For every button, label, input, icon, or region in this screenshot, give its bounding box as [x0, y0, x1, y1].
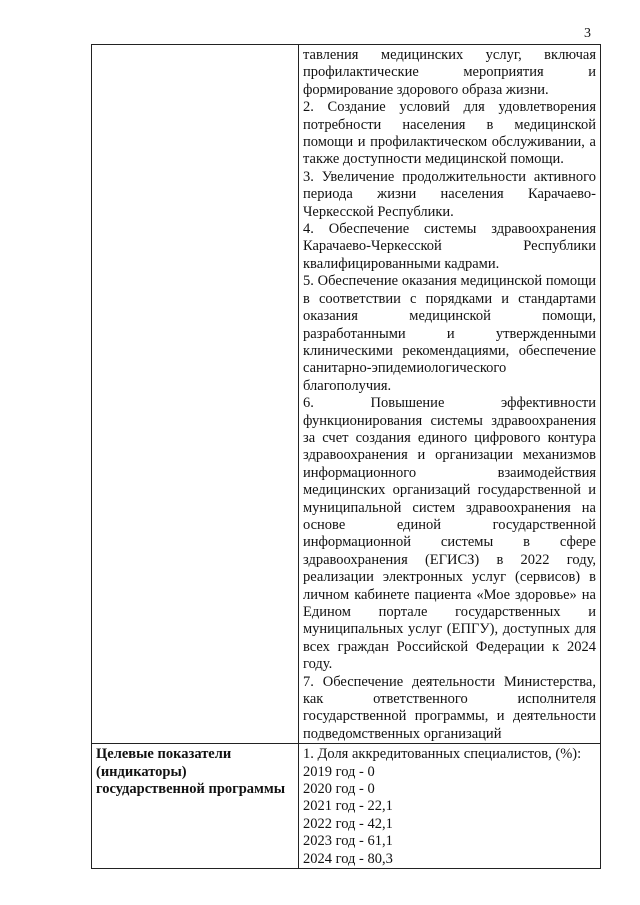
table-row	[92, 744, 601, 869]
indicator-line: 2022 год - 42,1	[303, 815, 393, 832]
task-paragraph: 4. Обеспечение системы здравоохранения Карачаево-Черкесской Республики квалифицированными кадрами.	[303, 221, 596, 272]
task-paragraph: 2. Создание условий для удовлетворения потребности населения в медицинской помощи и профилактическом обслуживании, а также доступности медицинской помощи.	[303, 99, 596, 168]
task-paragraph: 5. Обеспечение оказания медицинской помощи в соответствии с порядками и стандартами оказания медицинской помощи, разработанными и утвержденными клиническими рекомендациями, обеспечение санитарно-эпидемиологического благополучия.	[303, 273, 596, 394]
indicator-line: 2021 год - 22,1	[303, 798, 393, 815]
indicator-line: 2023 год - 61,1	[303, 833, 393, 850]
task-paragraph: 6. Повышение эффективности функционирования системы здравоохранения за счет создания единого цифрового контура здравоохранения и организации механизмов информационного взаимодействия медицинских организаций государственной и муниципальной систем здравоохранения на основе единой государственной информационной системы в сфере здравоохранения (ЕГИСЗ) в 2022 году, реализации электронных услуг (сервисов) в личном кабинете пациента «Мое здоровье» на Едином портале государственных и муниципальных услуг (ЕПГУ), доступных для всех граждан Российской Федерации к 2024 году.	[303, 395, 596, 673]
indicator-line: 2020 год - 0	[303, 781, 375, 798]
table-row	[92, 45, 601, 744]
indicator-line: 2024 год - 80,3	[303, 850, 393, 867]
indicators-cell	[299, 744, 601, 869]
tasks-cell	[299, 45, 601, 744]
indicator-line: 2019 год - 0	[303, 763, 375, 780]
task-paragraph: 3. Увеличение продолжительности активного периода жизни населения Карачаево-Черкесской Республики.	[303, 168, 596, 220]
row-label-cell	[92, 45, 299, 744]
task-paragraph: 7. Обеспечение деятельности Министерства, как ответственного исполнителя государственной программы, и деятельности подведомственных организаций	[303, 673, 596, 742]
indicator-line: 1. Доля аккредитованных специалистов, (%):	[303, 746, 582, 763]
task-paragraph: тавления медицинских услуг, включая профилактические мероприятия и формирование здорового образа жизни.	[303, 47, 596, 98]
page-number: 3	[584, 26, 591, 41]
program-passport-table	[91, 44, 601, 869]
indicators-label: Целевые показатели (индикаторы) государственной программы	[92, 744, 299, 869]
